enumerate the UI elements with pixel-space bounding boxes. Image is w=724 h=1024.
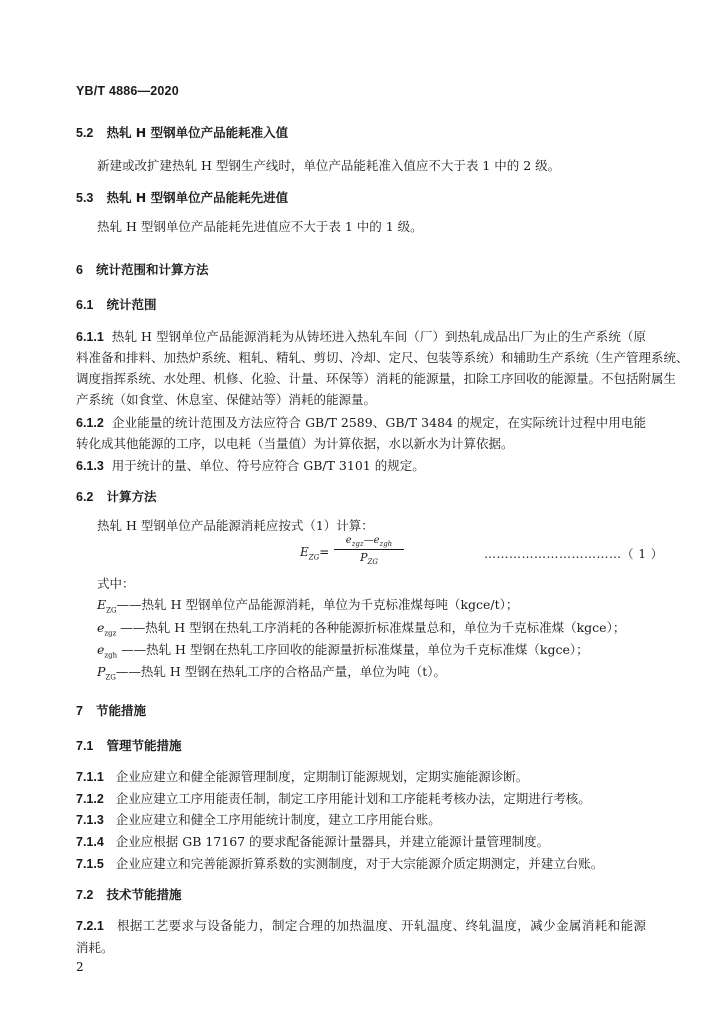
def-symbol-pzg: P xyxy=(97,664,106,679)
clause-6-1-2-line-2: 转化成其他能源的工序，以电耗（当量值）为计算依据，水以新水为计算依据。 xyxy=(76,436,514,451)
def-text-ezg: ——热轧 H 型钢单位产品能源消耗，单位为千克标准煤每吨（kgce/t）； xyxy=(116,597,519,612)
clause-7-1-4-text: 企业应根据 GB 17167 的要求配备能源计量器具，并建立能源计量管理制度。 xyxy=(115,834,550,849)
formula-intro: 热轧 H 型钢单位产品能源消耗应按式（1）计算： xyxy=(97,518,374,533)
page-number: 2 xyxy=(76,960,84,974)
clause-6-1-2-text-1: 企业能量的统计范围及方法应符合 GB/T 2589、GB/T 3484 的规定，在实际统计过程中用电能 xyxy=(111,415,646,430)
def-text-pzg: ——热轧 H 型钢在热轧工序的合格品产量，单位为吨（t）。 xyxy=(115,664,447,679)
clause-6-1-1-number: 6.1.1 xyxy=(76,330,104,344)
clause-6-1-1-line-4: 产系统（如食堂、休息室、保健站等）消耗的能源量。 xyxy=(76,392,377,407)
clause-7-2-1-number: 7.2.1 xyxy=(76,919,104,933)
heading-5-3-title: 热轧 H 型钢单位产品能耗先进值 xyxy=(106,190,289,205)
clause-7-1-2 xyxy=(76,791,591,807)
numerator-a-sub: zgz xyxy=(351,540,364,548)
clause-6-1-1-text-1: 热轧 H 型钢单位产品能源消耗为从铸坯进入热轧车间（厂）到热轧成品出厂为止的生产系统（原 xyxy=(111,329,646,344)
heading-6-2-number: 6.2 xyxy=(76,490,94,504)
formula-leader-dots: …………………………… xyxy=(484,547,622,561)
formula-lhs xyxy=(300,545,329,561)
def-text-ezgh: ——热轧 H 型钢在热轧工序回收的能源量折标准煤量，单位为千克标准煤（kgce）； xyxy=(117,642,589,657)
formula-lhs-subscript: ZG xyxy=(308,553,320,562)
numerator-b: e xyxy=(373,535,380,546)
clause-7-1-3-number: 7.1.3 xyxy=(76,813,104,827)
formula-number xyxy=(484,545,663,562)
clause-6-1-3 xyxy=(76,458,425,474)
clause-7-1-3 xyxy=(76,812,441,828)
def-sub-pzg: ZG xyxy=(105,673,116,682)
clause-6-1-3-number: 6.1.3 xyxy=(76,459,104,473)
clause-6-1-1-line-1 xyxy=(76,329,646,345)
clause-7-1-4-number: 7.1.4 xyxy=(76,835,104,849)
clause-6-1-2-line-1 xyxy=(76,415,646,431)
clause-7-1-1-text: 企业应建立和健全能源管理制度，定期制订能源规划，定期实施能源诊断。 xyxy=(115,769,529,784)
numerator-minus: — xyxy=(363,535,374,546)
heading-7 xyxy=(76,703,146,719)
def-text-ezgz: ——热轧 H 型钢在热轧工序消耗的各种能源折标准煤量总和，单位为千克标准煤（kgce）； xyxy=(116,620,626,635)
clause-7-1-1 xyxy=(76,769,528,785)
formula-fraction xyxy=(334,535,404,566)
formula-numerator xyxy=(334,535,404,550)
heading-5-3-number: 5.3 xyxy=(76,191,94,205)
heading-7-title: 节能措施 xyxy=(96,703,147,718)
heading-6-number: 6 xyxy=(76,263,83,277)
clause-7-1-5-text: 企业应建立和完善能源折算系数的实测制度，对于大宗能源介质定期测定，并建立台账。 xyxy=(115,856,604,871)
def-symbol-ezg: E xyxy=(97,597,107,612)
definition-pzg xyxy=(97,664,446,686)
clause-6-1-3-text: 用于统计的量、单位、符号应符合 GB/T 3101 的规定。 xyxy=(111,458,425,473)
denominator-symbol: P xyxy=(360,551,368,564)
clause-7-1-3-text: 企业应建立和健全工序用能统计制度，建立工序用能台账。 xyxy=(115,812,441,827)
clause-6-1-2-number: 6.1.2 xyxy=(76,416,104,430)
clause-7-1-4 xyxy=(76,834,549,850)
heading-7-number: 7 xyxy=(76,704,83,718)
where-label: 式中： xyxy=(97,576,135,591)
heading-7-2-number: 7.2 xyxy=(76,888,94,902)
numerator-a: e xyxy=(345,535,352,546)
heading-5-3 xyxy=(76,190,288,206)
heading-5-2 xyxy=(76,125,288,141)
heading-6-2-title: 计算方法 xyxy=(106,489,157,504)
formula-equals: = xyxy=(319,545,330,559)
definition-ezgz xyxy=(97,620,625,642)
heading-5-2-number: 5.2 xyxy=(76,126,94,140)
clause-6-1-1-line-2: 料准备和排料、加热炉系统、粗轧、精轧、剪切、冷却、定尺、包装等系统）和辅助生产系统（生产管理系统、 xyxy=(76,350,689,365)
clause-6-1-1-line-3: 调度指挥系统、水处理、机修、化验、计量、环保等）消耗的能源量，扣除工序回收的能源量。不包括附属生 xyxy=(76,371,677,386)
clause-7-1-2-text: 企业应建立工序用能责任制，制定工序用能计划和工序能耗考核办法，定期进行考核。 xyxy=(115,791,591,806)
definition-ezg xyxy=(97,597,518,619)
paragraph-5-2: 新建或改扩建热轧 H 型钢生产线时，单位产品能耗准入值应不大于表 1 中的 2 级。 xyxy=(97,158,561,173)
formula-lhs-symbol: E xyxy=(300,545,309,559)
clause-7-2-1-line-1 xyxy=(76,918,646,934)
def-sub-ezgz: zgz xyxy=(104,629,117,638)
heading-6-title: 统计范围和计算方法 xyxy=(96,262,209,277)
formula-1 xyxy=(300,535,460,569)
heading-6-1-number: 6.1 xyxy=(76,298,94,312)
heading-7-1-title: 管理节能措施 xyxy=(106,738,182,753)
heading-6-2 xyxy=(76,489,156,505)
denominator-sub: ZG xyxy=(367,558,378,567)
standard-code-header: YB/T 4886—2020 xyxy=(76,84,179,98)
paragraph-5-3: 热轧 H 型钢单位产品能耗先进值应不大于表 1 中的 1 级。 xyxy=(97,219,423,234)
heading-7-1 xyxy=(76,738,181,754)
formula-denominator xyxy=(334,550,404,566)
numerator-b-sub: zgh xyxy=(379,540,393,548)
clause-7-1-5 xyxy=(76,856,603,872)
def-symbol-ezgh: e xyxy=(97,642,105,657)
def-symbol-ezgz: e xyxy=(97,620,105,635)
heading-7-2 xyxy=(76,887,181,903)
heading-6-1 xyxy=(76,297,156,313)
clause-7-1-1-number: 7.1.1 xyxy=(76,770,104,784)
def-sub-ezg: ZG xyxy=(106,606,117,615)
def-sub-ezgh: zgh xyxy=(104,651,118,660)
clause-7-2-1-line-2: 消耗。 xyxy=(76,940,114,955)
heading-6 xyxy=(76,262,209,278)
clause-7-1-2-number: 7.1.2 xyxy=(76,792,104,806)
clause-7-1-5-number: 7.1.5 xyxy=(76,857,104,871)
formula-equation-number: （ 1 ） xyxy=(621,547,664,561)
heading-7-1-number: 7.1 xyxy=(76,739,94,753)
definition-ezgh xyxy=(97,642,589,664)
heading-6-1-title: 统计范围 xyxy=(106,297,157,312)
clause-7-2-1-text-1: 根据工艺要求与设备能力，制定合理的加热温度、开轧温度、终轧温度，减少金属消耗和能源 xyxy=(116,918,646,933)
heading-7-2-title: 技术节能措施 xyxy=(106,887,182,902)
heading-5-2-title: 热轧 H 型钢单位产品能耗准入值 xyxy=(106,125,289,140)
